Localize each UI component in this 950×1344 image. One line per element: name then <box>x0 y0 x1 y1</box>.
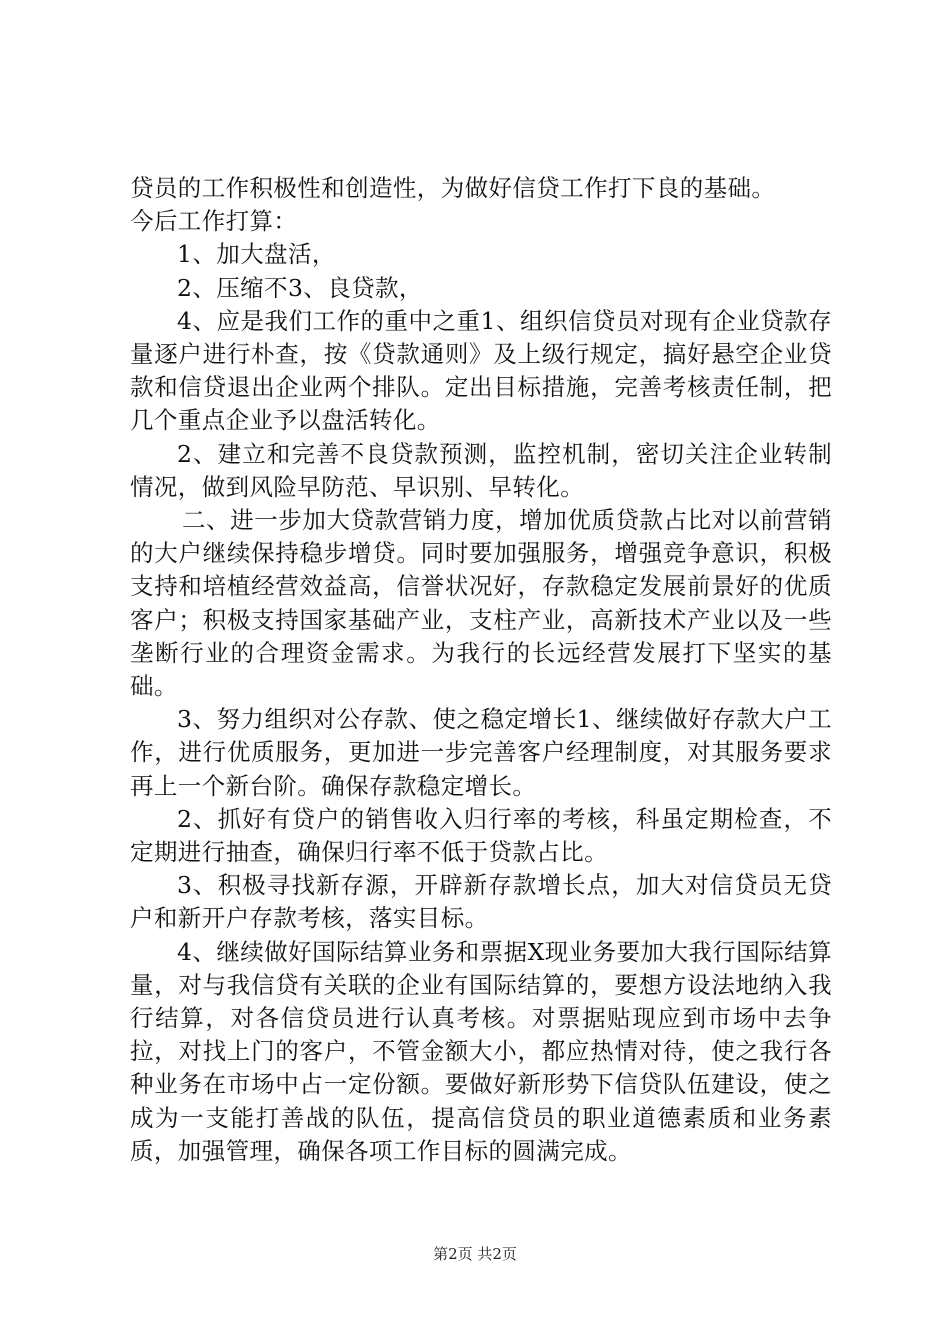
paragraph-continuation: 贷员的工作积极性和创造性，为做好信贷工作打下良的基础。 <box>130 174 776 202</box>
paragraph-sales-return-rate: 2、抓好有贷户的销售收入归行率的考核，科虽定期检查，不定期进行抽查，确保归行率不低于贷款占比。 <box>130 804 832 867</box>
paragraph-deposits: 3、努力组织对公存款、使之稳定增长1、继续做好存款大户工作，进行优质服务，更加进一步完善客户经理制度，对其服务要求再上一个新台阶。确保存款稳定增长。 <box>130 705 832 800</box>
paragraph-bad-loan-monitoring: 2、建立和完善不良贷款预测，监控机制，密切关注企业转制情况，做到风险早防范、早识别、早转化。 <box>130 439 832 501</box>
paragraph-section-two: 二、进一步加大贷款营销力度，增加优质贷款占比对以前营销的大户继续保持稳步增贷。同时要加强服务，增强竞争意识，积极支持和培植经营效益高，信誉状况好，存款稳定发展前景好的优质客户；积极支持国家基础产业，支柱产业，高新技术产业以及一些垄断行业的合理资金需求。为我行的长远经营发展打下坚实的基础。 <box>130 506 832 701</box>
page-number-footer: 第2页 共2页 <box>433 1245 517 1263</box>
paragraph-item-2: 2、压缩不3、良贷款， <box>177 273 423 302</box>
paragraph-new-deposits: 3、积极寻找新存源，开辟新存款增长点，加大对信贷员无贷户和新开户存款考核，落实目标。 <box>130 871 832 933</box>
document-body <box>130 172 832 1168</box>
paragraph-plan-heading: 今后工作打算： <box>130 207 298 236</box>
paragraph-item-1: 1、加大盘活， <box>177 240 336 269</box>
paragraph-item-4: 4、应是我们工作的重中之重1、组织信贷员对现有企业贷款存量逐户进行朴查，按《贷款通则》及上级行规定，搞好悬空企业贷款和信贷退出企业两个排队。定出目标措施，完善考核责任制，把几个重点企业予以盘活转化。 <box>130 306 832 435</box>
paragraph-international-settlement: 4、继续做好国际结算业务和票据X现业务要加大我行国际结算量，对与我信贷有关联的企业有国际结算的，要想方设法地纳入我行结算，对各信贷员进行认真考核。对票据贴现应到市场中去争拉，对找上门的客户，不管金额大小，都应热情对待，使之我行各种业务在市场中占一定份额。要做好新形势下信贷队伍建设，使之成为一支能打善战的队伍，提高信贷员的职业道德素质和业务素质，加强管理，确保各项工作目标的圆满完成。 <box>130 937 832 1165</box>
